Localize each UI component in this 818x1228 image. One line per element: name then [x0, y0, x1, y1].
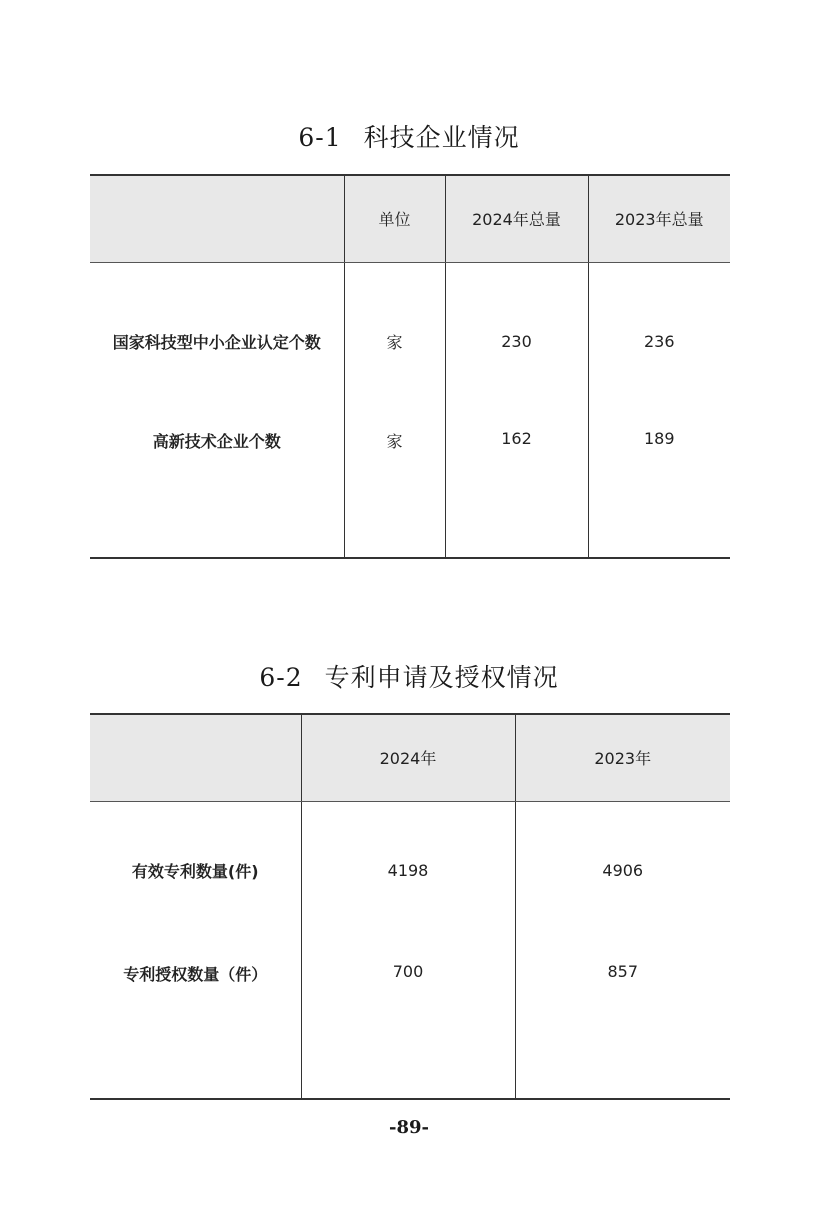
- header-cell-2024: 2024年: [301, 714, 515, 801]
- patent-table: [90, 713, 730, 1100]
- table-row: [90, 939, 730, 1099]
- table-header-row: [90, 175, 730, 262]
- table1-title-text: 科技企业情况: [363, 123, 520, 152]
- header-cell-empty: [90, 714, 301, 801]
- cell-2024: 700: [301, 939, 515, 1099]
- cell-2023: 236: [588, 262, 730, 420]
- header-cell-empty: [90, 175, 344, 262]
- cell-2023: 189: [588, 420, 730, 558]
- cell-2023: 4906: [515, 801, 730, 939]
- table-row: [90, 420, 730, 558]
- table1-title: [0, 118, 818, 154]
- table-row: [90, 801, 730, 939]
- table2-title: [0, 658, 818, 694]
- row-label: 专利授权数量（件）: [90, 939, 301, 1099]
- header-cell-2023: 2023年: [515, 714, 730, 801]
- row-label: 有效专利数量(件): [131, 861, 259, 881]
- cell-2024: 162: [445, 420, 588, 558]
- tech-enterprise-table: [90, 174, 730, 559]
- cell-unit: 家: [344, 420, 445, 558]
- cell-2024: 4198: [301, 801, 515, 939]
- row-label: 国家科技型中小企业认定个数: [112, 332, 321, 352]
- page-number: -89-: [389, 1117, 429, 1138]
- table2-number: 6-2: [259, 663, 303, 692]
- table1-number: 6-1: [298, 123, 342, 152]
- table-row: [90, 262, 730, 420]
- cell-2023: 857: [515, 939, 730, 1099]
- row-label: 高新技术企业个数: [90, 420, 344, 558]
- cell-2024: 230: [445, 262, 588, 420]
- header-cell-unit: 单位: [344, 175, 445, 262]
- table2-title-text: 专利申请及授权情况: [324, 663, 559, 692]
- cell-unit: 家: [344, 262, 445, 420]
- table-header-row: [90, 714, 730, 801]
- header-cell-2024: 2024年总量: [445, 175, 588, 262]
- header-cell-2023: 2023年总量: [588, 175, 730, 262]
